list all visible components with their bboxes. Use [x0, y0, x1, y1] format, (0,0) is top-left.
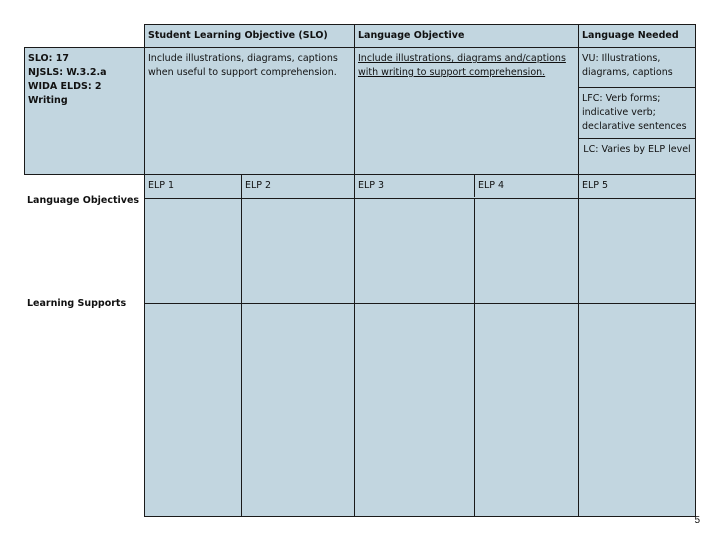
- lo-elp-3-cell: [355, 199, 475, 303]
- ls-elp-3-4-cell: [355, 304, 579, 517]
- lo-elp-1-cell: [145, 199, 242, 304]
- elp-3-4-cell: [355, 175, 579, 199]
- lfc-cell: LFC: Verb forms; indicative verb; declarative sentences: [579, 88, 696, 139]
- lo-elp-3-4-split: [355, 199, 578, 303]
- ls-elp-1-cell: [145, 304, 242, 517]
- domain-writing: Writing: [28, 95, 68, 106]
- lc-cell: LC: Varies by ELP level: [579, 139, 696, 175]
- learning-supports-row: [25, 304, 696, 517]
- learning-supports-label: Learning Supports: [27, 298, 127, 309]
- elp-3-4-split: [355, 175, 578, 197]
- ls-elp-4-cell: [475, 304, 579, 516]
- njsls-standard: NJSLS: W.3.2.a: [28, 67, 107, 78]
- objective-row-1: [25, 48, 696, 88]
- elp-5-header: ELP 5: [579, 175, 696, 199]
- ls-elp-5-cell: [579, 304, 696, 517]
- language-objectives-label: Language Objectives: [27, 195, 140, 206]
- header-row: [25, 25, 696, 48]
- slo-planning-table: [24, 24, 696, 517]
- language-objectives-label-cell: [25, 199, 145, 304]
- vu-cell: VU: Illustrations, diagrams, captions: [579, 48, 696, 88]
- lo-elp-2-cell: [242, 199, 355, 304]
- language-objectives-row: [25, 199, 696, 304]
- elp-1-header: ELP 1: [145, 175, 242, 199]
- learning-supports-label-cell: [25, 304, 145, 517]
- elp-3-header: ELP 3: [355, 175, 475, 197]
- lo-elp-4-cell: [475, 199, 579, 303]
- ls-elp-3-4-split: [355, 304, 578, 516]
- language-objective-header: Language Objective: [355, 25, 579, 48]
- slo-text-cell: Include illustrations, diagrams, captions when useful to support comprehension.: [145, 48, 355, 175]
- language-objective-text: Include illustrations, diagrams and/captions with writing to support comprehension.: [358, 53, 566, 78]
- language-objective-text-cell: [355, 48, 579, 175]
- lo-elp-3-4-cell: [355, 199, 579, 304]
- slo-header: Student Learning Objective (SLO): [145, 25, 355, 48]
- ls-elp-2-cell: [242, 304, 355, 517]
- page-number: 5: [694, 515, 700, 526]
- language-needed-header: Language Needed: [579, 25, 696, 48]
- slo-number: SLO: 17: [28, 53, 69, 64]
- elp-2-header: ELP 2: [242, 175, 355, 199]
- slo-info-cell: [25, 48, 145, 175]
- lo-elp-5-cell: [579, 199, 696, 304]
- ls-elp-3-cell: [355, 304, 475, 516]
- header-blank-cell: [25, 25, 145, 48]
- wida-elds: WIDA ELDS: 2: [28, 81, 102, 92]
- elp-4-header: ELP 4: [475, 175, 579, 197]
